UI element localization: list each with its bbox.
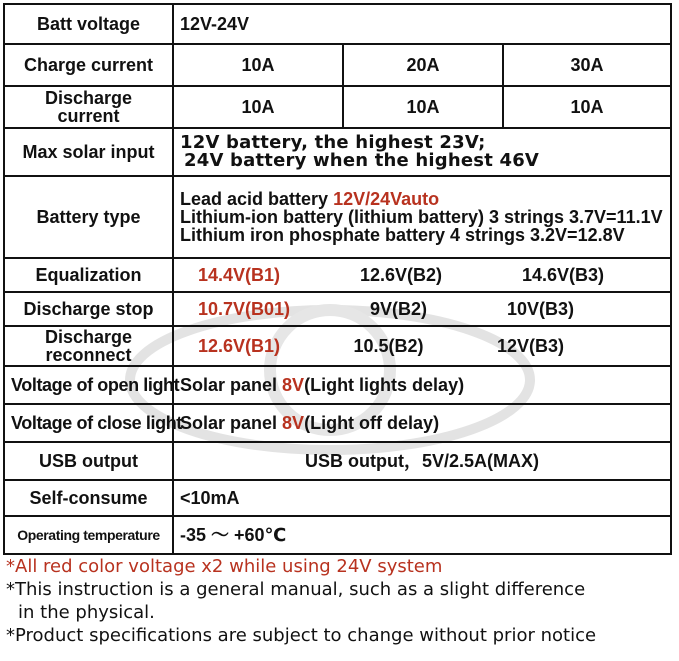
row-discharge-stop <box>4 292 671 326</box>
row-batt-voltage <box>4 4 671 44</box>
battery-type-label: Battery type <box>4 176 173 258</box>
equalization-value-b3: 14.6V(B3) <box>521 265 604 285</box>
discharge-stop-value-b01: 10.7V(B01) <box>198 299 291 319</box>
max-solar-input-value <box>173 128 671 176</box>
open-light-value <box>173 366 671 404</box>
open-light-suffix: (Light lights delay) <box>304 375 465 395</box>
discharge-current-value-3: 10A <box>503 86 671 128</box>
charge-current-value-2: 20A <box>343 44 503 86</box>
row-battery-type <box>4 176 671 258</box>
battery-type-line1 <box>180 190 664 208</box>
open-light-prefix: Solar panel <box>180 375 283 395</box>
discharge-current-label-line1: Discharge <box>44 88 133 108</box>
close-light-value <box>173 404 671 442</box>
battery-type-value <box>173 176 671 258</box>
equalization-value-b1: 14.4V(B1) <box>198 265 281 285</box>
discharge-reconnect-label-line2: reconnect <box>45 345 132 365</box>
equalization-value-b2: 12.6V(B2) <box>359 265 443 285</box>
discharge-stop-value-b3: 10V(B3) <box>506 299 574 319</box>
discharge-reconnect-value-b2: 10.5(B2) <box>353 336 424 356</box>
row-open-light <box>4 366 671 404</box>
close-light-label: Voltage of close light <box>4 404 173 442</box>
discharge-reconnect-values <box>173 326 671 366</box>
row-operating-temperature <box>4 516 671 554</box>
row-discharge-current <box>4 86 671 128</box>
note-general-manual-cont: in the physical. <box>18 602 155 623</box>
row-discharge-reconnect <box>4 326 671 366</box>
note-red-24v: *All red color voltage x2 while using 24V system <box>6 556 443 577</box>
max-solar-input-line1: 12V battery, the highest 23V; <box>180 132 486 153</box>
discharge-current-label <box>4 86 173 128</box>
discharge-reconnect-label-line1: Discharge <box>44 327 133 347</box>
note-general-manual: *This instruction is a general manual, such as a slight difference <box>6 579 586 600</box>
discharge-current-label-line2: current <box>57 106 120 126</box>
battery-type-line3: Lithium iron phosphate battery 4 strings 3.2V=12.8V <box>180 225 625 245</box>
row-max-solar-input <box>4 128 671 176</box>
equalization-values <box>173 258 671 292</box>
note-specs-change: *Product specifications are subject to change without prior notice <box>6 625 597 646</box>
battery-type-line1-prefix: Lead acid battery <box>180 189 334 209</box>
usb-output-label: USB output <box>4 442 173 480</box>
battery-type-line2: Lithium-ion battery (lithium battery) 3 strings 3.7V=11.1V <box>180 207 663 227</box>
discharge-stop-value-b2: 9V(B2) <box>370 299 428 319</box>
operating-temperature-value: -35 ～ +60℃ <box>173 516 671 554</box>
discharge-stop-label: Discharge stop <box>4 292 173 326</box>
close-light-suffix: (Light off delay) <box>304 413 440 433</box>
self-consume-label: Self-consume <box>4 480 173 516</box>
notes <box>6 556 676 648</box>
batt-voltage-value: 12V-24V <box>173 4 671 44</box>
row-self-consume <box>4 480 671 516</box>
equalization-label: Equalization <box>4 258 173 292</box>
charge-current-value-3: 30A <box>503 44 671 86</box>
spec-table <box>3 3 672 555</box>
batt-voltage-label: Batt voltage <box>4 4 173 44</box>
row-equalization <box>4 258 671 292</box>
open-light-red: 8V <box>282 375 305 395</box>
discharge-current-value-2: 10A <box>343 86 503 128</box>
row-charge-current <box>4 44 671 86</box>
battery-type-line1-red: 12V/24Vauto <box>333 189 440 209</box>
discharge-current-value-1: 10A <box>173 86 343 128</box>
operating-temperature-label: Operating temperature <box>4 516 173 554</box>
discharge-reconnect-label <box>4 326 173 366</box>
charge-current-value-1: 10A <box>173 44 343 86</box>
open-light-label: Voltage of open light <box>4 366 173 404</box>
close-light-red: 8V <box>282 413 305 433</box>
discharge-stop-values <box>173 292 671 326</box>
row-close-light <box>4 404 671 442</box>
discharge-reconnect-value-b3: 12V(B3) <box>496 336 564 356</box>
max-solar-input-label: Max solar input <box>4 128 173 176</box>
discharge-reconnect-value-b1: 12.6V(B1) <box>198 336 281 356</box>
usb-output-value: USB output，5V/2.5A(MAX) <box>173 442 671 480</box>
row-usb-output <box>4 442 671 480</box>
charge-current-label: Charge current <box>4 44 173 86</box>
self-consume-value: <10mA <box>173 480 671 516</box>
max-solar-input-line2: 24V battery when the highest 46V <box>184 150 540 171</box>
close-light-prefix: Solar panel <box>180 413 283 433</box>
